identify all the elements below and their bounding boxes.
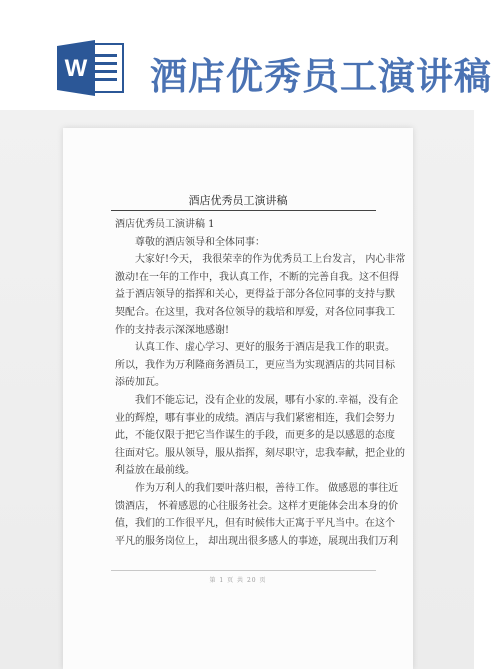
body-line: 所以，我作为万利隆商务酒员工，更应当为实现酒店的共同目标 xyxy=(115,359,395,371)
body-line: 作的支持表示深深地感谢! xyxy=(115,324,230,336)
body-line: 添砖加瓦。 xyxy=(115,377,165,389)
body-line: 利益放在最前线。 xyxy=(115,465,195,477)
body-line: 契配合。在这里，我对各位领导的栽培和厚爱，对各位同事我工 xyxy=(115,306,395,318)
body-line: 认真工作、虚心学习、更好的服务于酒店是我工作的职责。 xyxy=(135,342,395,354)
body-line: 大家好!今天， 我很荣幸的作为优秀员工上台发言， 内心非常 xyxy=(135,254,406,266)
banner xyxy=(0,0,492,110)
body-line: 作为万利人的我们要叶落归根，善待工作。 做感恩的事往近 xyxy=(135,482,399,494)
footer-rule xyxy=(111,570,376,571)
word-logo-letter: W xyxy=(64,55,88,82)
document-page xyxy=(63,128,413,669)
body-line: 平凡的服务岗位上， 却出现出很多感人的事迹，展现出我们万利 xyxy=(115,535,399,547)
body-line: 馈酒店， 怀着感恩的心往服务社会。这样才更能体会出本身的价 xyxy=(115,500,399,512)
body-line: 往面对它。服从领导，服从指挥，刻尽职守，忠我奉献，把企业的 xyxy=(115,447,405,459)
body-line: 尊敬的酒店领导和全体同事： xyxy=(135,236,265,248)
body-line: 我们不能忘记，没有企业的发展，哪有小家的.幸福，没有企 xyxy=(135,394,399,406)
page-indicator: 第 1 页 共 20 页 xyxy=(209,577,267,584)
banner-title: 酒店优秀员工演讲稿 xyxy=(150,54,492,98)
section-heading: 酒店优秀员工演讲稿 1 xyxy=(115,219,215,230)
body-line: 激动!在一年的工作中，我认真工作，不断的完善自我。这不但得 xyxy=(115,271,400,283)
body-line: 值，我们的工作很平凡，但有时候伟大正寓于平凡当中。在这个 xyxy=(115,518,395,530)
body-line: 此，不能仅限于把它当作谋生的手段，而更多的是以感恩的态度 xyxy=(115,430,395,442)
title-rule xyxy=(111,210,376,211)
document-title: 酒店优秀员工演讲稿 xyxy=(188,194,288,207)
body-line: 益于酒店领导的指挥和关心，更得益于部分各位同事的支持与默 xyxy=(115,289,395,301)
document-body xyxy=(115,216,406,550)
body-line: 业的辉煌，哪有事业的成绩。酒店与我们紧密相连，我们会努力 xyxy=(115,412,395,424)
word-doc-icon xyxy=(55,38,127,98)
